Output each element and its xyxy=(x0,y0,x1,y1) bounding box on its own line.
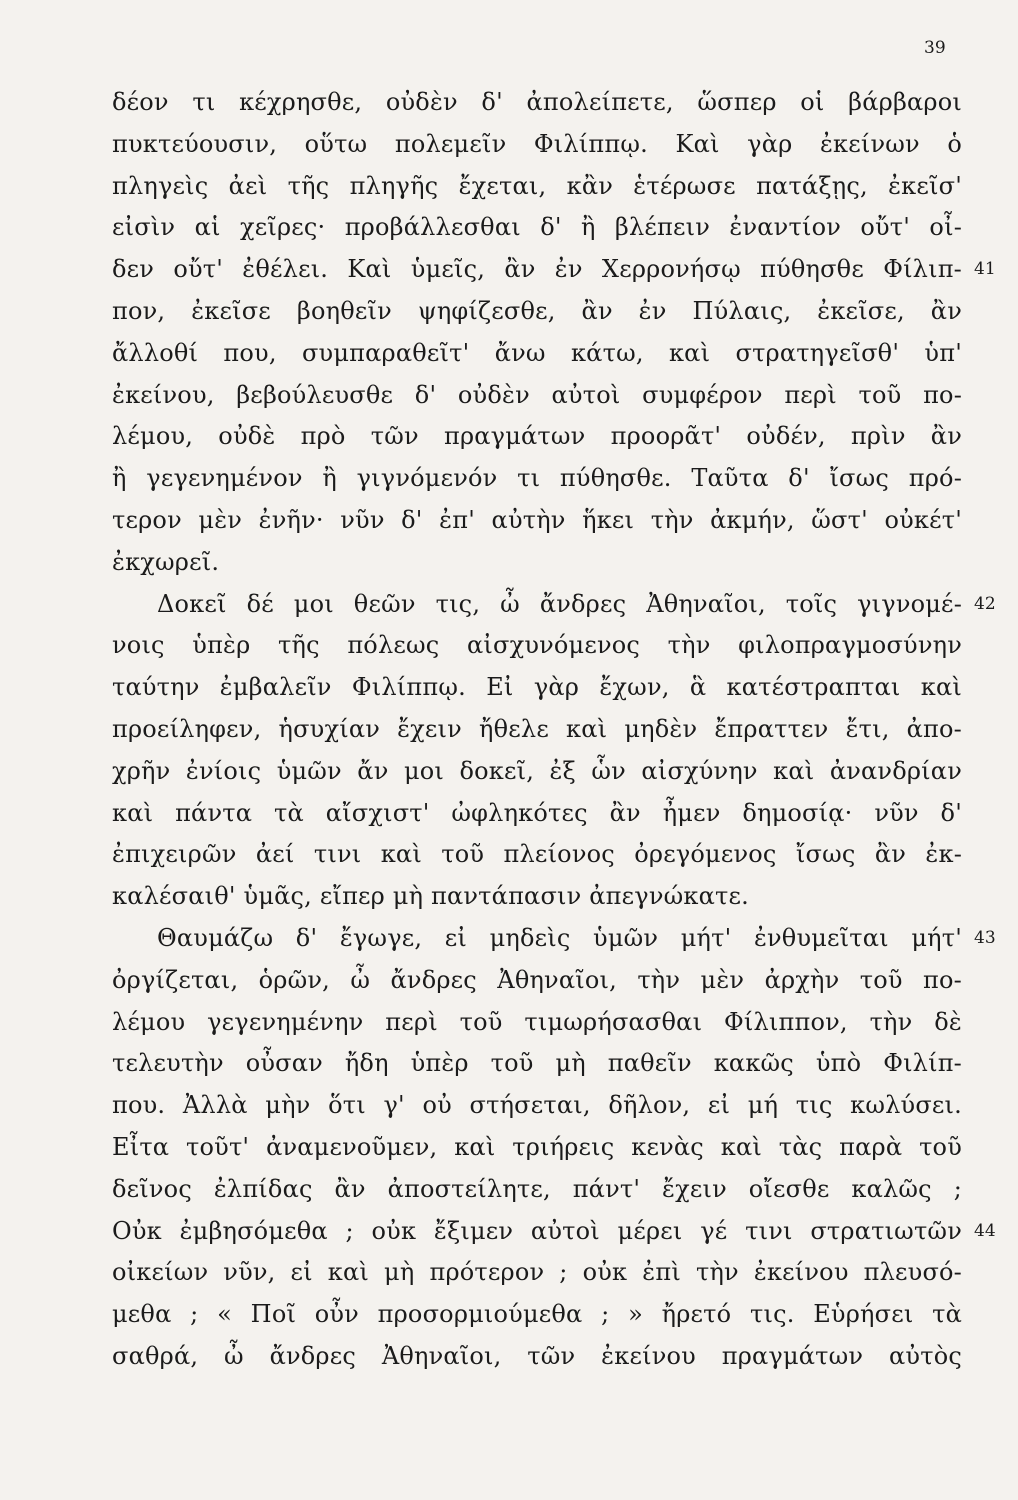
line-text: ἐκείνου, βεβούλευσθε δ' οὐδὲν αὐτοὶ συμφέρον περὶ τοῦ πο- xyxy=(112,380,962,409)
line-text: δεῖνος ἐλπίδας ἂν ἀποστείλητε, πάντ' ἔχειν οἴεσθε καλῶς ; xyxy=(112,1174,962,1203)
text-line xyxy=(112,1043,962,1085)
line-text: πληγεὶς ἀεὶ τῆς πληγῆς ἔχεται, κἂν ἑτέρωσε πατάξῃς, ἐκεῖσ' xyxy=(112,171,962,200)
line-text: τερον μὲν ἐνῆν· νῦν δ' ἐπ' αὐτὴν ἥκει τὴν ἀκμήν, ὥστ' οὐκέτ' xyxy=(112,505,962,534)
line-text: τελευτὴν οὖσαν ἤδη ὑπὲρ τοῦ μὴ παθεῖν κακῶς ὑπὸ Φιλίπ- xyxy=(112,1049,962,1078)
line-text: λέμου γεγενημένην περὶ τοῦ τιμωρήσασθαι Φίλιππον, τὴν δὲ xyxy=(112,1007,962,1036)
section-number: 42 xyxy=(974,593,996,614)
page-number: 39 xyxy=(924,38,946,58)
text-line xyxy=(112,458,962,500)
text-line xyxy=(112,1252,962,1294)
text-line xyxy=(112,207,962,249)
line-text: δεν οὔτ' ἐθέλει. Καὶ ὑμεῖς, ἂν ἐν Χερρονήσῳ πύθησθε Φίλιπ- xyxy=(112,255,962,284)
line-text: που. Ἀλλὰ μὴν ὅτι γ' οὐ στήσεται, δῆλον, εἰ μή τις κωλύσει. xyxy=(112,1091,962,1120)
text-line xyxy=(112,1336,962,1378)
text-line xyxy=(112,584,996,626)
line-text: Εἶτα τοῦτ' ἀναμενοῦμεν, καὶ τριήρεις κενὰς καὶ τὰς παρὰ τοῦ xyxy=(112,1132,962,1161)
section-number: 44 xyxy=(974,1220,996,1241)
text-line xyxy=(112,500,962,542)
text-line xyxy=(112,1002,962,1044)
text-line xyxy=(112,542,962,584)
line-text: ἐκχωρεῖ. xyxy=(112,547,220,576)
text-line xyxy=(112,1085,962,1127)
text-line xyxy=(112,667,962,709)
text-line xyxy=(112,960,962,1002)
text-line xyxy=(112,625,962,667)
text-line xyxy=(112,876,962,918)
text-line xyxy=(112,751,962,793)
text-line xyxy=(112,375,962,417)
text-line xyxy=(112,166,962,208)
text-line xyxy=(112,709,962,751)
line-text: σαθρά, ὦ ἄνδρες Ἀθηναῖοι, τῶν ἐκείνου πραγμάτων αὐτὸς xyxy=(112,1341,962,1370)
line-text: ἐπιχειρῶν ἀεί τινι καὶ τοῦ πλείονος ὀρεγόμενος ἴσως ἂν ἐκ- xyxy=(112,840,962,869)
line-text: πον, ἐκεῖσε βοηθεῖν ψηφίζεσθε, ἂν ἐν Πύλαις, ἐκεῖσε, ἂν xyxy=(112,296,962,325)
text-line xyxy=(112,333,962,375)
text-line xyxy=(112,793,962,835)
line-text: χρῆν ἐνίοις ὑμῶν ἄν μοι δοκεῖ, ἐξ ὧν αἰσχύνην καὶ ἀνανδρίαν xyxy=(112,756,962,785)
section-number: 41 xyxy=(974,259,996,280)
section-number: 43 xyxy=(974,927,996,948)
line-text: προείληφεν, ἡσυχίαν ἔχειν ἤθελε καὶ μηδὲν ἔπραττεν ἔτι, ἀπο- xyxy=(112,714,962,743)
text-line xyxy=(112,124,962,166)
line-text: ταύτην ἐμβαλεῖν Φιλίππῳ. Εἰ γὰρ ἔχων, ἃ κατέστραπται καὶ xyxy=(112,673,962,702)
body-text xyxy=(112,82,996,1378)
line-text: δέον τι κέχρησθε, οὐδὲν δ' ἀπολείπετε, ὥσπερ οἱ βάρβαροι xyxy=(112,88,962,116)
line-text: Οὐκ ἐμβησόμεθα ; οὐκ ἔξιμεν αὐτοὶ μέρει γέ τινι στρατιωτῶν xyxy=(112,1216,962,1245)
text-line xyxy=(112,834,962,876)
text-line xyxy=(112,291,962,333)
text-line xyxy=(112,1169,962,1211)
line-text: ἢ γεγενημένον ἢ γιγνόμενόν τι πύθησθε. Ταῦτα δ' ἴσως πρό- xyxy=(112,464,962,493)
text-line xyxy=(112,416,962,458)
line-text: πυκτεύουσιν, οὕτω πολεμεῖν Φιλίππῳ. Καὶ γὰρ ἐκείνων ὁ xyxy=(112,129,962,158)
line-text: καὶ πάντα τὰ αἴσχιστ' ὠφληκότες ἂν ἦμεν δημοσίᾳ· νῦν δ' xyxy=(112,798,962,827)
line-text: ὀργίζεται, ὁρῶν, ὦ ἄνδρες Ἀθηναῖοι, τὴν μὲν ἀρχὴν τοῦ πο- xyxy=(112,965,962,994)
line-text: Δοκεῖ δέ μοι θεῶν τις, ὦ ἄνδρες Ἀθηναῖοι, τοῖς γιγνομέ- xyxy=(157,589,962,618)
text-line xyxy=(112,1211,996,1253)
text-line xyxy=(112,249,996,291)
line-text: νοις ὑπὲρ τῆς πόλεως αἰσχυνόμενος τὴν φιλοπραγμοσύνην xyxy=(112,631,962,660)
line-text: εἰσὶν αἱ χεῖρες· προβάλλεσθαι δ' ἢ βλέπειν ἐναντίον οὔτ' οἶ- xyxy=(112,213,962,242)
line-text: μεθα ; « Ποῖ οὖν προσορμιούμεθα ; » ἤρετό τις. Εὑρήσει τὰ xyxy=(112,1300,962,1329)
text-line xyxy=(112,1294,962,1336)
text-line xyxy=(112,1127,962,1169)
line-text: καλέσαιθ' ὑμᾶς, εἴπερ μὴ παντάπασιν ἀπεγνώκατε. xyxy=(112,882,749,911)
text-line xyxy=(112,918,996,960)
line-text: οἰκείων νῦν, εἰ καὶ μὴ πρότερον ; οὐκ ἐπὶ τὴν ἐκείνου πλευσό- xyxy=(112,1258,962,1287)
line-text: ἄλλοθί που, συμπαραθεῖτ' ἄνω κάτω, καὶ στρατηγεῖσθ' ὑπ' xyxy=(112,338,962,367)
line-text: Θαυμάζω δ' ἔγωγε, εἰ μηδεὶς ὑμῶν μήτ' ἐνθυμεῖται μήτ' xyxy=(157,923,962,952)
line-text: λέμου, οὐδὲ πρὸ τῶν πραγμάτων προορᾶτ' οὐδέν, πρὶν ἂν xyxy=(112,422,962,451)
text-line xyxy=(112,82,962,124)
